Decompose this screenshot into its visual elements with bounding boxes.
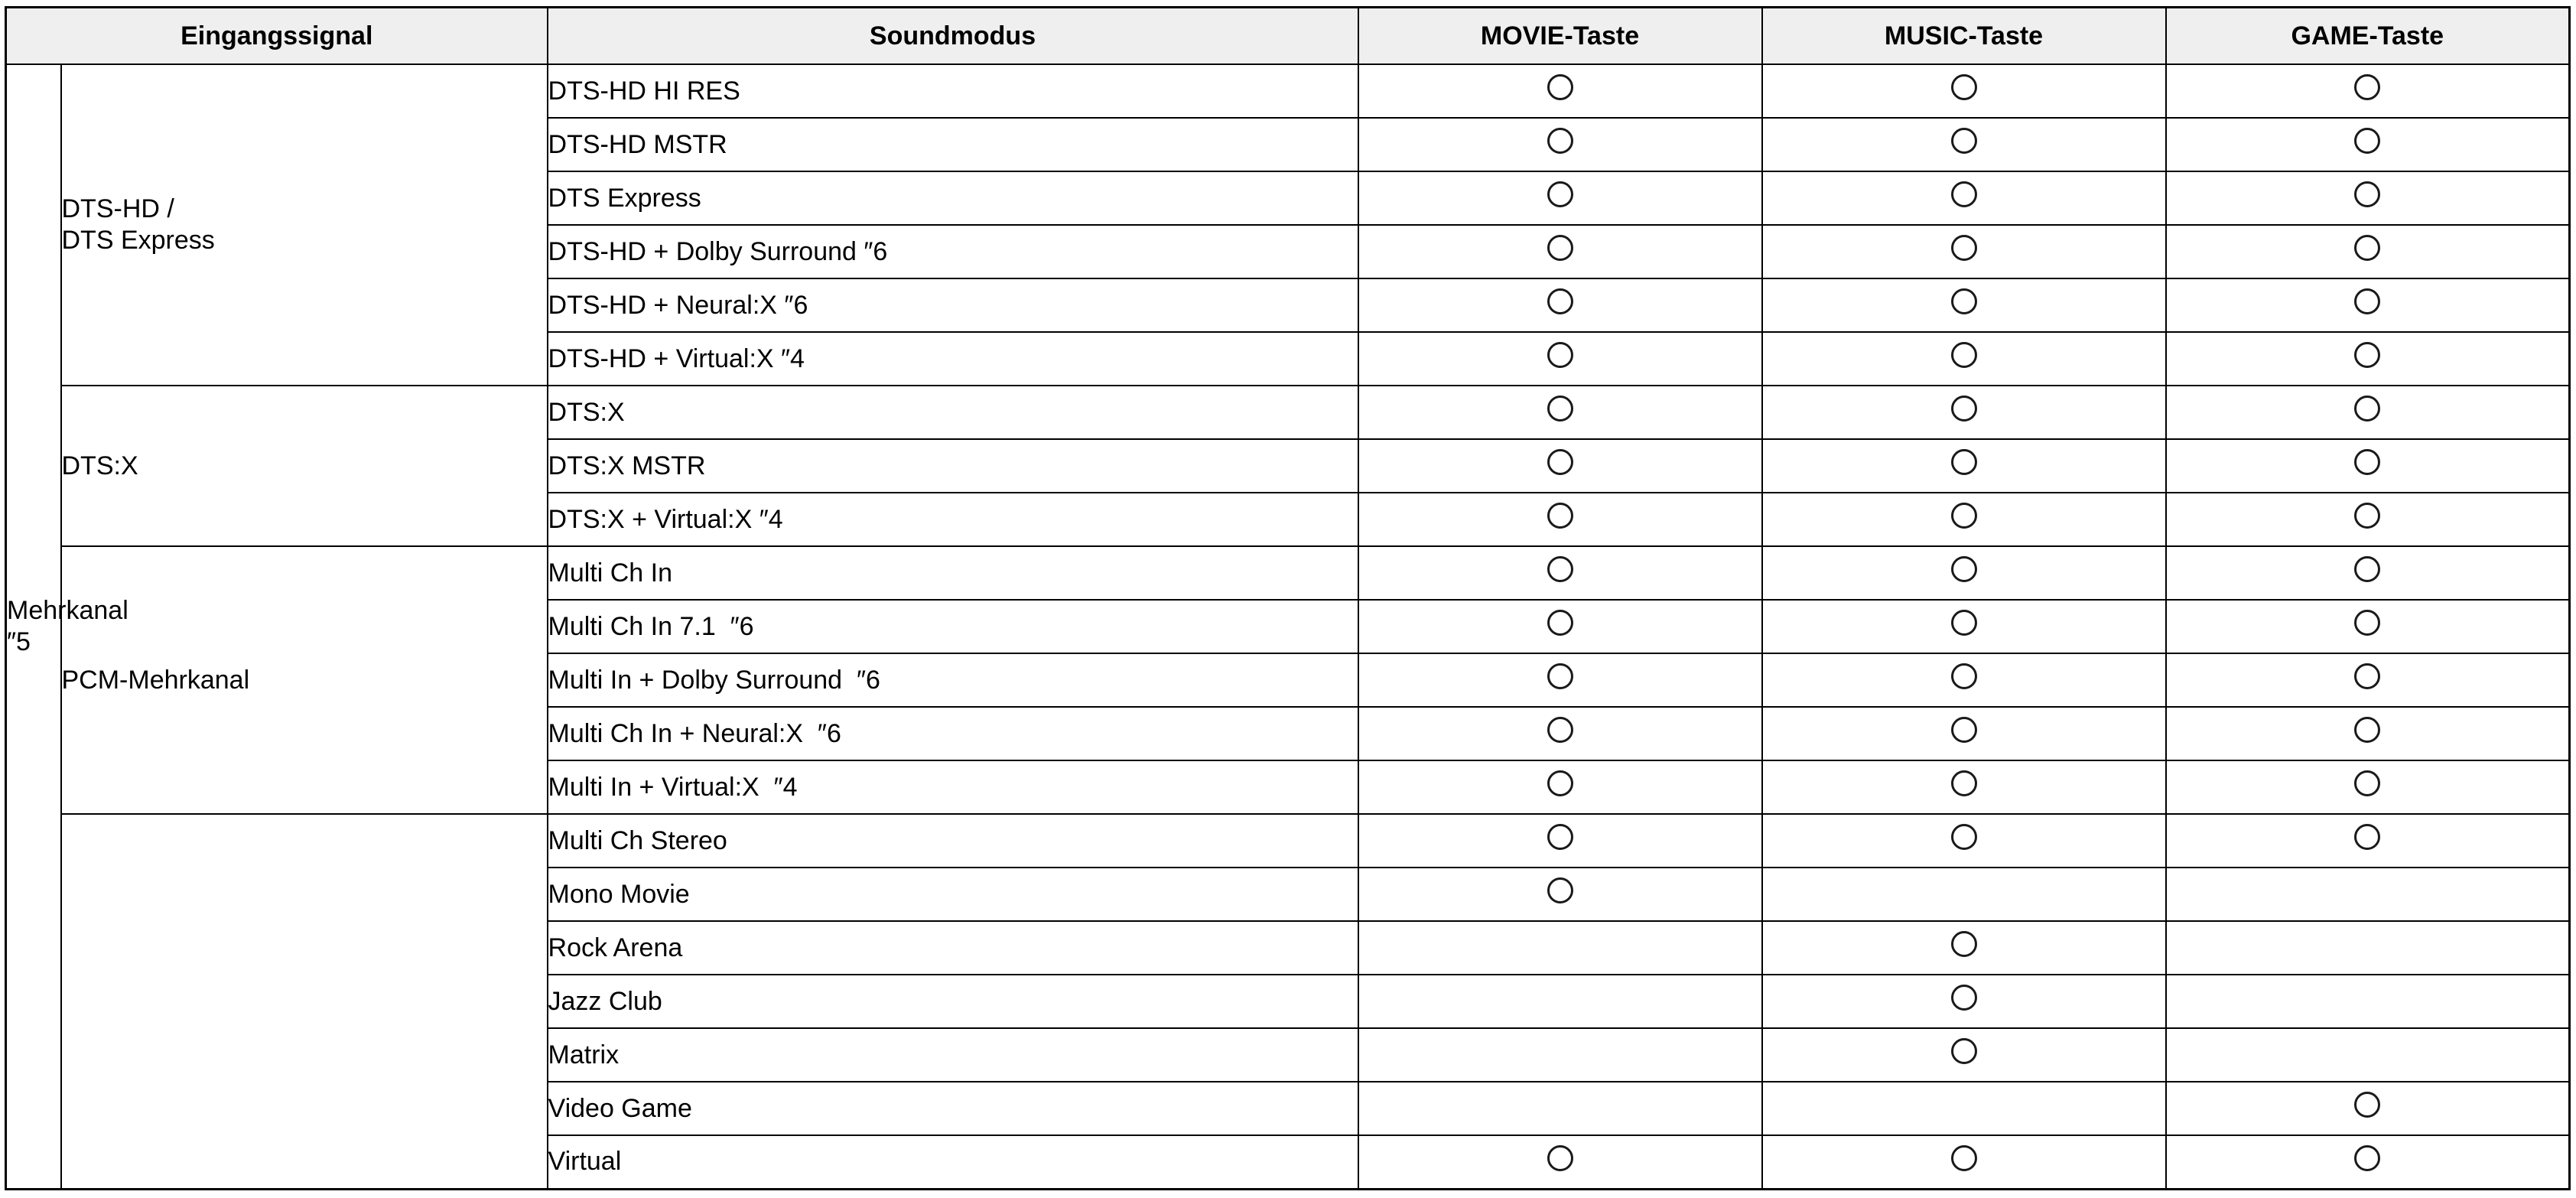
circle-icon [2354, 824, 2380, 850]
support-mark-movie [1358, 493, 1762, 546]
support-mark-movie [1358, 707, 1762, 760]
circle-icon [2354, 610, 2380, 636]
sound-mode-label: Multi In + Virtual:X ″4 [548, 760, 1358, 814]
circle-icon [1951, 503, 1977, 529]
circle-icon [1951, 396, 1977, 422]
support-mark-movie [1358, 171, 1762, 225]
blank-mark [1951, 877, 1977, 903]
support-mark-game [2166, 171, 2570, 225]
support-mark-movie [1358, 439, 1762, 493]
blank-mark [1547, 1092, 1573, 1118]
support-mark-music [1762, 814, 2166, 868]
blank-mark [1547, 1038, 1573, 1064]
circle-icon [1547, 449, 1573, 475]
support-mark-music [1762, 707, 2166, 760]
table-header [6, 8, 2570, 65]
support-mark-music [1762, 1082, 2166, 1135]
support-mark-music [1762, 868, 2166, 921]
support-mark-music [1762, 1135, 2166, 1189]
support-mark-game [2166, 332, 2570, 386]
support-mark-game [2166, 653, 2570, 707]
input-signal-label: PCM-Mehrkanal [61, 546, 548, 814]
support-mark-game [2166, 493, 2570, 546]
sound-mode-label: Mono Movie [548, 868, 1358, 921]
sound-mode-label: DTS-HD + Dolby Surround ″6 [548, 225, 1358, 278]
support-mark-music [1762, 975, 2166, 1028]
circle-icon [1547, 181, 1573, 207]
circle-icon [1547, 503, 1573, 529]
circle-icon [1547, 717, 1573, 743]
support-mark-game [2166, 707, 2570, 760]
circle-icon [1951, 663, 1977, 689]
header-music-button: MUSIC-Taste [1762, 8, 2166, 65]
sound-mode-label: Multi Ch In 7.1 ″6 [548, 600, 1358, 653]
sound-mode-label: Rock Arena [548, 921, 1358, 975]
input-signal-label: DTS:X [61, 386, 548, 546]
support-mark-game [2166, 118, 2570, 171]
support-mark-game [2166, 225, 2570, 278]
circle-icon [1951, 288, 1977, 314]
support-mark-game [2166, 814, 2570, 868]
circle-icon [2354, 235, 2380, 261]
circle-icon [2354, 128, 2380, 154]
input-signal-label: DTS-HD / DTS Express [61, 64, 548, 386]
circle-icon [1547, 396, 1573, 422]
support-mark-movie [1358, 1028, 1762, 1082]
sound-mode-label: Multi Ch In [548, 546, 1358, 600]
circle-icon [1951, 1145, 1977, 1171]
circle-icon [1547, 288, 1573, 314]
blank-mark [1547, 985, 1573, 1011]
support-mark-game [2166, 64, 2570, 118]
table-row [6, 386, 2570, 439]
support-mark-movie [1358, 332, 1762, 386]
circle-icon [1547, 235, 1573, 261]
header-row [6, 8, 2570, 65]
input-signal-label [61, 814, 548, 1189]
support-mark-game [2166, 1135, 2570, 1189]
support-mark-movie [1358, 1082, 1762, 1135]
support-mark-music [1762, 600, 2166, 653]
support-mark-movie [1358, 921, 1762, 975]
circle-icon [1951, 985, 1977, 1011]
circle-icon [1547, 610, 1573, 636]
support-mark-game [2166, 975, 2570, 1028]
support-mark-movie [1358, 225, 1762, 278]
circle-icon [1547, 74, 1573, 100]
header-game-button: GAME-Taste [2166, 8, 2570, 65]
circle-icon [1951, 181, 1977, 207]
circle-icon [1951, 770, 1977, 796]
circle-icon [1951, 449, 1977, 475]
support-mark-movie [1358, 546, 1762, 600]
circle-icon [2354, 770, 2380, 796]
support-mark-movie [1358, 386, 1762, 439]
support-mark-movie [1358, 975, 1762, 1028]
circle-icon [2354, 556, 2380, 582]
blank-mark [2354, 877, 2380, 903]
sound-mode-label: DTS Express [548, 171, 1358, 225]
sound-mode-label: DTS:X + Virtual:X ″4 [548, 493, 1358, 546]
support-mark-game [2166, 278, 2570, 332]
header-sound-mode: Soundmodus [548, 8, 1358, 65]
circle-icon [1951, 1038, 1977, 1064]
circle-icon [1951, 931, 1977, 957]
circle-icon [2354, 503, 2380, 529]
support-mark-music [1762, 546, 2166, 600]
support-mark-movie [1358, 1135, 1762, 1189]
support-mark-music [1762, 171, 2166, 225]
circle-icon [2354, 396, 2380, 422]
support-mark-game [2166, 868, 2570, 921]
support-mark-music [1762, 493, 2166, 546]
circle-icon [2354, 342, 2380, 368]
sound-mode-label: DTS-HD MSTR [548, 118, 1358, 171]
support-mark-music [1762, 386, 2166, 439]
circle-icon [2354, 663, 2380, 689]
support-mark-music [1762, 118, 2166, 171]
support-mark-movie [1358, 600, 1762, 653]
support-mark-music [1762, 439, 2166, 493]
table-row [6, 64, 2570, 118]
sound-mode-label: Jazz Club [548, 975, 1358, 1028]
support-mark-music [1762, 64, 2166, 118]
support-mark-movie [1358, 64, 1762, 118]
sound-mode-matrix-table [5, 6, 2571, 1190]
support-mark-music [1762, 653, 2166, 707]
blank-mark [2354, 931, 2380, 957]
table-row [6, 546, 2570, 600]
sound-mode-label: Video Game [548, 1082, 1358, 1135]
sound-mode-label: DTS-HD + Virtual:X ″4 [548, 332, 1358, 386]
support-mark-game [2166, 546, 2570, 600]
sound-mode-label: DTS-HD HI RES [548, 64, 1358, 118]
circle-icon [1547, 770, 1573, 796]
support-mark-music [1762, 225, 2166, 278]
circle-icon [1951, 824, 1977, 850]
circle-icon [2354, 181, 2380, 207]
circle-icon [2354, 717, 2380, 743]
circle-icon [2354, 1092, 2380, 1118]
circle-icon [1951, 342, 1977, 368]
support-mark-game [2166, 1082, 2570, 1135]
sound-mode-label: Multi In + Dolby Surround ″6 [548, 653, 1358, 707]
circle-icon [1951, 556, 1977, 582]
support-mark-movie [1358, 278, 1762, 332]
circle-icon [1951, 717, 1977, 743]
circle-icon [1951, 235, 1977, 261]
sound-mode-label: Multi Ch In + Neural:X ″6 [548, 707, 1358, 760]
support-mark-music [1762, 1028, 2166, 1082]
support-mark-music [1762, 332, 2166, 386]
blank-mark [1951, 1092, 1977, 1118]
outer-group-label: Mehrkanal ″5 [6, 64, 61, 1189]
blank-mark [1547, 931, 1573, 957]
circle-icon [1547, 342, 1573, 368]
support-mark-music [1762, 278, 2166, 332]
circle-icon [1547, 1145, 1573, 1171]
circle-icon [1951, 128, 1977, 154]
sound-mode-label: DTS:X MSTR [548, 439, 1358, 493]
circle-icon [1547, 556, 1573, 582]
blank-mark [2354, 985, 2380, 1011]
table-body [6, 64, 2570, 1189]
circle-icon [1547, 824, 1573, 850]
circle-icon [1951, 74, 1977, 100]
circle-icon [2354, 1145, 2380, 1171]
support-mark-game [2166, 921, 2570, 975]
sound-mode-label: DTS:X [548, 386, 1358, 439]
header-input-signal: Eingangssignal [6, 8, 548, 65]
circle-icon [1547, 877, 1573, 903]
support-mark-music [1762, 921, 2166, 975]
circle-icon [1547, 663, 1573, 689]
support-mark-game [2166, 439, 2570, 493]
circle-icon [2354, 449, 2380, 475]
circle-icon [1951, 610, 1977, 636]
support-mark-movie [1358, 118, 1762, 171]
support-mark-game [2166, 600, 2570, 653]
header-movie-button: MOVIE-Taste [1358, 8, 1762, 65]
circle-icon [2354, 74, 2380, 100]
blank-mark [2354, 1038, 2380, 1064]
support-mark-game [2166, 386, 2570, 439]
support-mark-music [1762, 760, 2166, 814]
support-mark-movie [1358, 868, 1762, 921]
support-mark-movie [1358, 653, 1762, 707]
support-mark-game [2166, 760, 2570, 814]
support-mark-movie [1358, 814, 1762, 868]
circle-icon [2354, 288, 2380, 314]
table-row [6, 814, 2570, 868]
sound-mode-label: Virtual [548, 1135, 1358, 1189]
support-mark-game [2166, 1028, 2570, 1082]
circle-icon [1547, 128, 1573, 154]
sound-mode-label: Matrix [548, 1028, 1358, 1082]
sound-mode-label: Multi Ch Stereo [548, 814, 1358, 868]
sound-mode-label: DTS-HD + Neural:X ″6 [548, 278, 1358, 332]
support-mark-movie [1358, 760, 1762, 814]
